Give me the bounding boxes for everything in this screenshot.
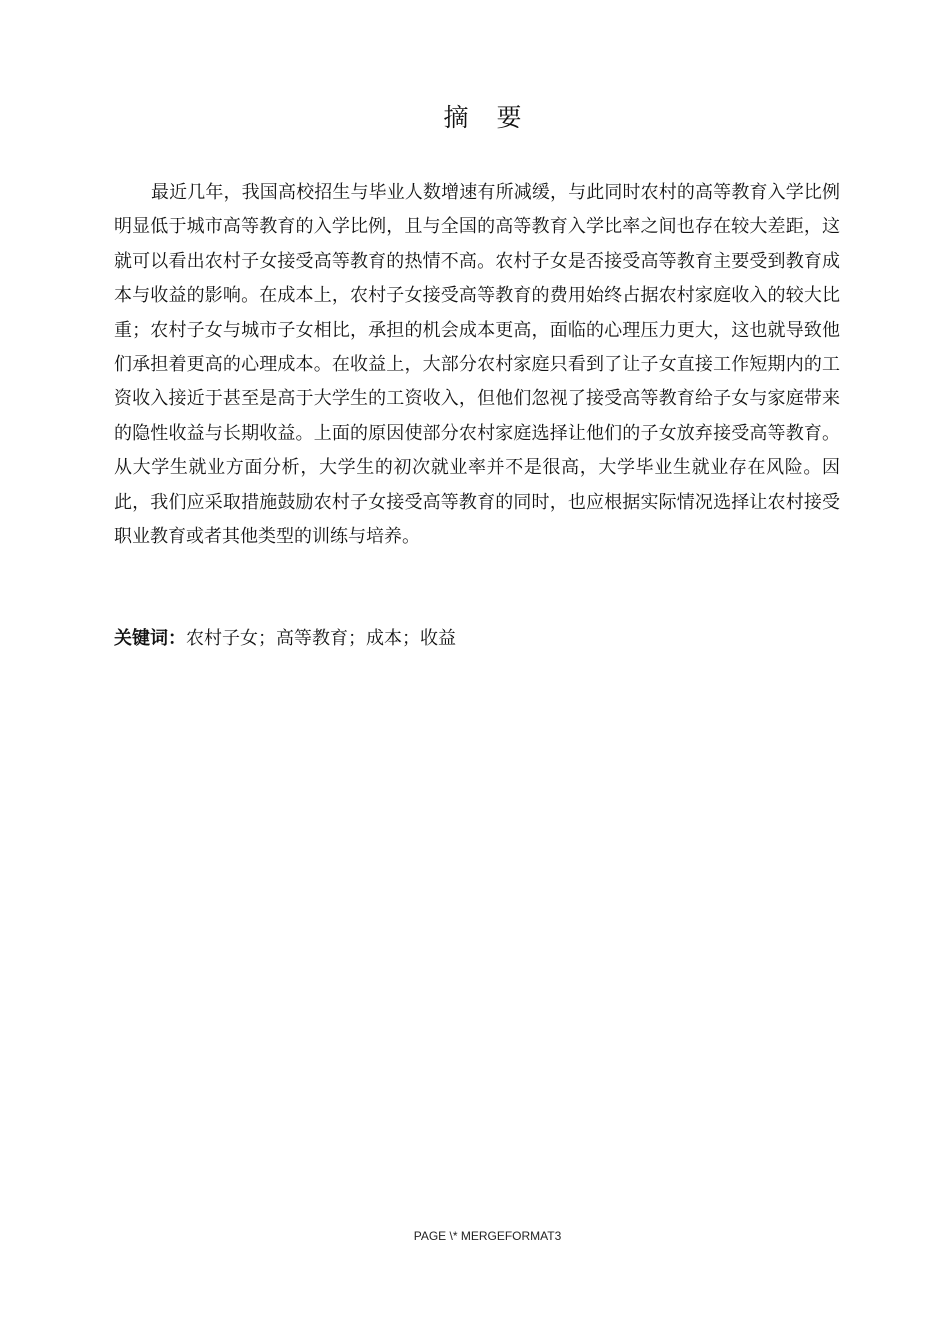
abstract-title: 摘 要	[443, 103, 532, 132]
keywords-label: 关键词：	[114, 628, 186, 649]
keywords-text: 农村子女；高等教育；成本；收益	[186, 628, 456, 649]
abstract-body: 最近几年，我国高校招生与毕业人数增速有所减缓，与此同时农村的高等教育入学比例明显低于城市高等教育的入学比例，且与全国的高等教育入学比率之间也存在较大差距，这就可以看出农村子女接受高等教育的热情不高。农村子女是否接受高等教育主要受到教育成本与收益的影响。在成本上，农村子女接受高等教育的费用始终占据农村家庭收入的较大比重；农村子女与城市子女相比，承担的机会成本更高，面临的心理压力更大，这也就导致他们承担着更高的心理成本。在收益上，大部分农村家庭只看到了让子女直接工作短期内的工资收入接近于甚至是高于大学生的工资收入，但他们忽视了接受高等教育给子女与家庭带来的隐性收益与长期收益。上面的原因使部分农村家庭选择让他们的子女放弃接受高等教育。从大学生就业方面分析，大学生的初次就业率并不是很高，大学毕业生就业存在风险。因此，我们应采取措施鼓励农村子女接受高等教育的同时，也应根据实际情况选择让农村接受职业教育或者其他类型的训练与培养。	[114, 182, 840, 548]
page-footer: PAGE \* MERGEFORMAT3	[413, 1229, 562, 1243]
keywords-line	[114, 624, 840, 654]
